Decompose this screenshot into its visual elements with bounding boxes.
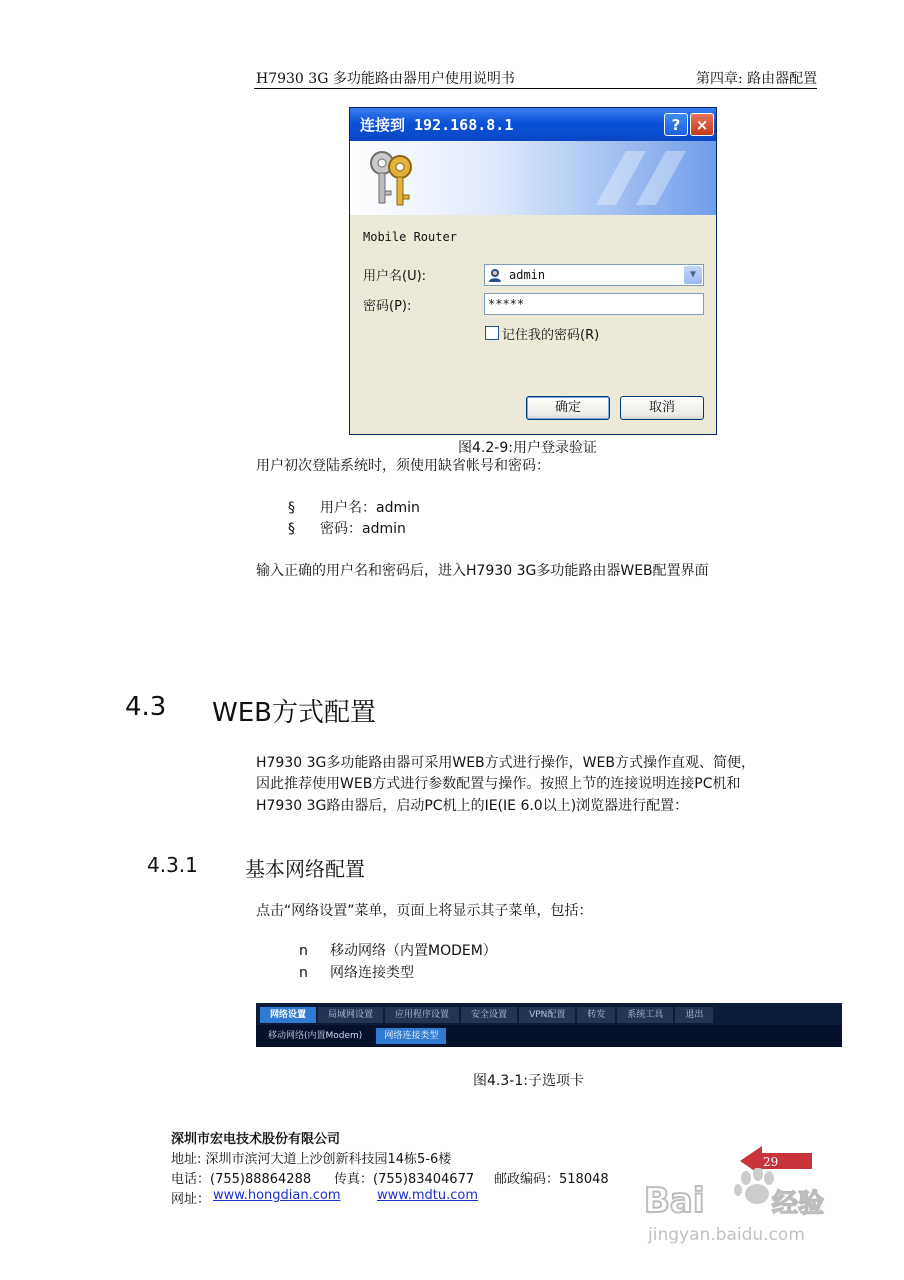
auth-realm: Mobile Router [363,230,457,244]
svg-text:jingyan.baidu.com: jingyan.baidu.com [648,1225,805,1245]
header-rule [254,88,817,89]
menu-tab-network[interactable]: 网络设置 [260,1007,316,1023]
chapter-title: 第四章: 路由器配置 [696,71,818,87]
menu-tab-forward[interactable]: 转发 [577,1007,615,1023]
footer-web-label: 网址： [171,1192,211,1207]
menu-tab-tools[interactable]: 系统工具 [617,1007,673,1023]
baidu-watermark-icon [642,1168,852,1248]
bullet-marker: § [288,500,295,516]
password-field[interactable] [484,293,704,315]
paragraph-enter-web: 输入正确的用户名和密码后，进入H7930 3G多功能路由器WEB配置界面 [256,563,709,579]
menu-tab-logout[interactable]: 退出 [675,1007,713,1023]
footer-address: 地址: 深圳市滨河大道上沙创新科技园14栋5-6楼 [171,1152,452,1167]
menu-tab-security[interactable]: 安全设置 [461,1007,517,1023]
banner-pattern-icon [586,145,696,211]
bullet-password: 密码：admin [320,521,406,537]
login-dialog [349,107,717,435]
svg-text:经验: 经验 [772,1189,825,1219]
keys-icon [366,149,422,207]
menu-tab-vpn[interactable]: VPN配置 [519,1007,575,1023]
dialog-title: 连接到 192.168.8.1 [360,116,514,134]
menu-tab-lan[interactable]: 局域网设置 [318,1007,383,1023]
website-link[interactable]: www.hongdian.com [213,1188,341,1203]
document-header-title: H7930 3G 多功能路由器用户使用说明书 [256,71,515,87]
figure-caption-submenu: 图4.3-1:子选项卡 [473,1073,584,1089]
password-label: 密码(P): [363,299,412,314]
remember-checkbox[interactable] [485,326,499,340]
footer-phone: 电话：(755)88864288 [171,1172,312,1187]
footer-zip: 邮政编码：518048 [494,1172,609,1187]
user-icon [488,268,502,282]
close-button[interactable]: × [690,113,714,136]
subsection-number: 4.3.1 [147,853,198,877]
paragraph-default-account: 用户初次登陆系统时，须使用缺省帐号和密码： [256,458,550,474]
bullet-marker: n [299,965,308,981]
section-number: 4.3 [125,692,167,722]
username-value: admin [509,268,546,282]
page-number: 29 [763,1155,779,1169]
help-button[interactable]: ? [664,113,688,136]
sub-tab-connection-type[interactable]: 网络连接类型 [376,1028,446,1044]
subsection-title: 基本网络配置 [245,857,365,881]
top-menu [260,1007,838,1023]
sub-tab-mobile-network[interactable]: 移动网络(内置Modem) [268,1031,363,1041]
menu-tab-apps[interactable]: 应用程序设置 [385,1007,459,1023]
footer-company: 深圳市宏电技术股份有限公司 [171,1132,341,1147]
section-title: WEB方式配置 [212,698,376,728]
username-label: 用户名(U): [363,269,427,284]
cancel-button[interactable]: 取消 [620,396,704,420]
bullet-marker: n [299,943,308,959]
chevron-down-icon[interactable]: ▼ [684,266,702,284]
dialog-titlebar[interactable] [350,108,716,141]
bullet-username: 用户名：admin [320,500,420,516]
figure-caption-login: 图4.2-9:用户登录验证 [458,440,597,456]
ok-button[interactable]: 确定 [526,396,610,420]
paragraph-web-line-1: H7930 3G多功能路由器可采用WEB方式进行操作，WEB方式操作直观、简便， [256,755,755,771]
website-link[interactable]: www.mdtu.com [377,1188,478,1203]
bullet-marker: § [288,521,295,537]
remember-label: 记住我的密码(R) [502,328,600,343]
sub-menu [256,1025,842,1047]
username-combo[interactable] [484,264,704,286]
bullet-mobile-network: 移动网络（内置MODEM） [330,943,497,959]
bullet-connection-type: 网络连接类型 [330,965,414,981]
dialog-banner [350,141,716,215]
password-value: ***** [488,297,525,311]
footer-fax: 传真：(755)83404677 [334,1172,475,1187]
paragraph-web-line-2: 因此推荐使用WEB方式进行参数配置与操作。按照上节的连接说明连接PC机和 [256,776,741,792]
paragraph-web-line-3: H7930 3G路由器后，启动PC机上的IE(IE 6.0以上)浏览器进行配置： [256,798,689,814]
paragraph-network-menu: 点击“网络设置”菜单，页面上将显示其子菜单，包括： [256,903,593,919]
svg-text:Bai: Bai [644,1181,705,1221]
router-menu-screenshot [256,1003,842,1047]
